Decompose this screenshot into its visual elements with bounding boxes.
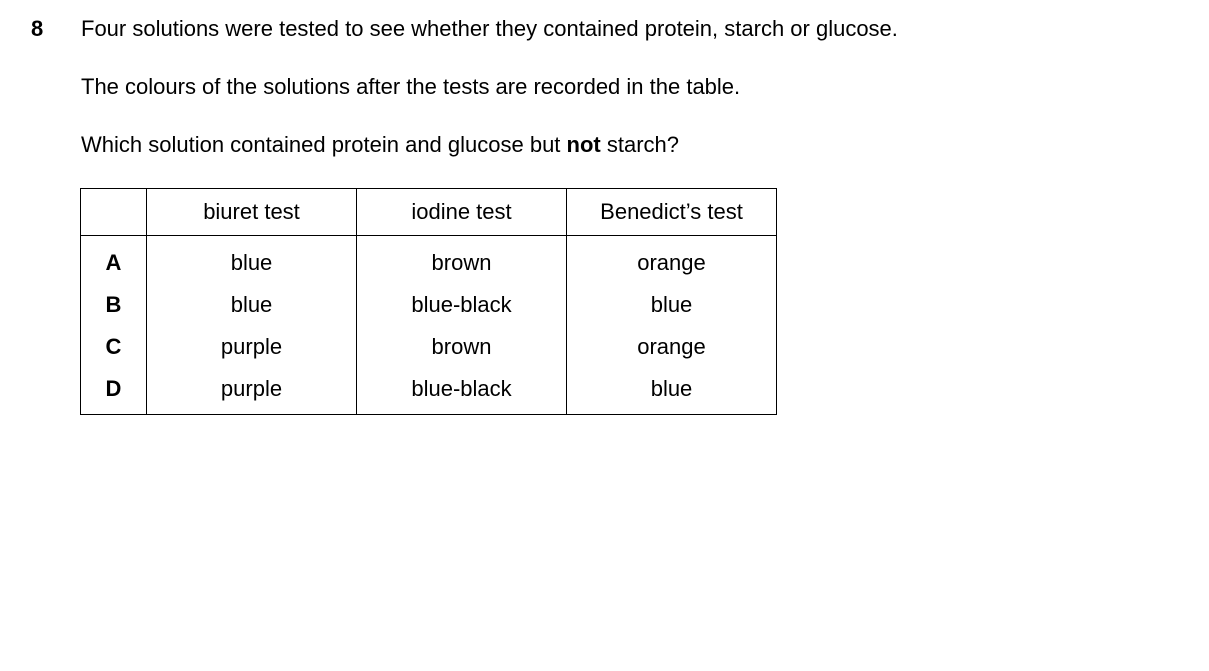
question-intro: Four solutions were tested to see whether they contained protein, starch or glucose. xyxy=(81,16,898,41)
iodine-result: blue-black xyxy=(357,368,567,415)
biuret-result: purple xyxy=(147,326,357,368)
iodine-result: brown xyxy=(357,236,567,285)
benedicts-result: blue xyxy=(567,284,777,326)
biuret-result: purple xyxy=(147,368,357,415)
header-benedicts-test: Benedict’s test xyxy=(567,189,777,236)
row-label: A xyxy=(81,236,147,285)
header-biuret-test: biuret test xyxy=(147,189,357,236)
question-prompt xyxy=(81,132,679,158)
header-iodine-test: iodine test xyxy=(357,189,567,236)
row-label: B xyxy=(81,284,147,326)
benedicts-result: orange xyxy=(567,236,777,285)
table-row xyxy=(81,236,777,285)
header-blank xyxy=(81,189,147,236)
table-row xyxy=(81,284,777,326)
question-number: 8 xyxy=(31,16,44,41)
benedicts-result: blue xyxy=(567,368,777,415)
benedicts-result: orange xyxy=(567,326,777,368)
question-prompt-end: starch? xyxy=(600,132,680,157)
table-header-row xyxy=(81,189,777,236)
row-label: C xyxy=(81,326,147,368)
question-prompt-start: Which solution contained protein and glucose but xyxy=(81,132,567,157)
biuret-result: blue xyxy=(147,236,357,285)
table-row xyxy=(81,368,777,415)
biuret-result: blue xyxy=(147,284,357,326)
results-table xyxy=(80,188,777,415)
table-row xyxy=(81,326,777,368)
question-prompt-emphasis: not xyxy=(566,132,601,157)
question-table-description: The colours of the solutions after the tests are recorded in the table. xyxy=(81,74,741,99)
iodine-result: blue-black xyxy=(357,284,567,326)
row-label: D xyxy=(81,368,147,415)
iodine-result: brown xyxy=(357,326,567,368)
